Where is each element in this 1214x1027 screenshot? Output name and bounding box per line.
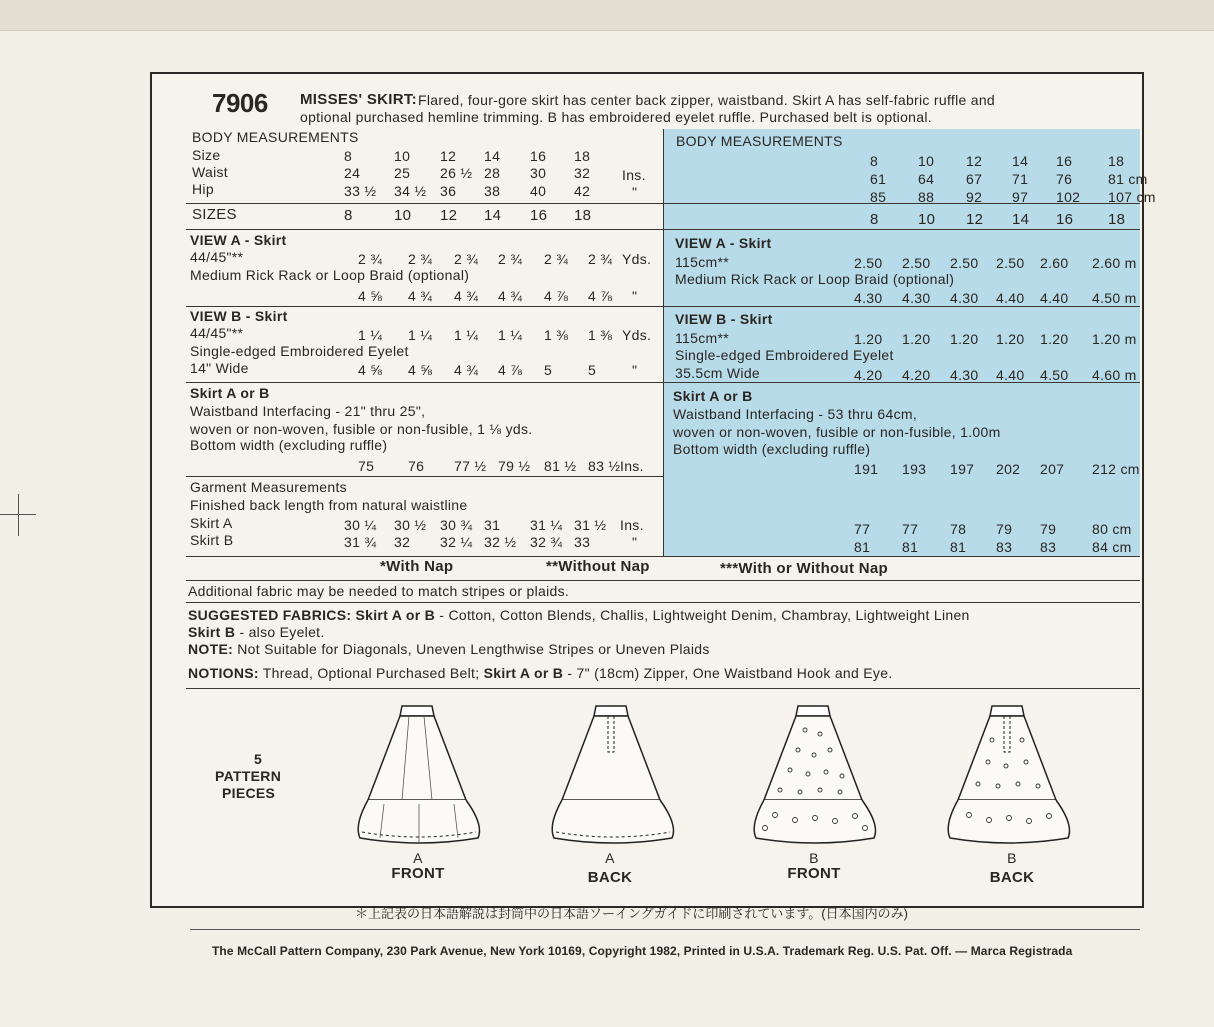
metric-hip-value: 85	[870, 189, 887, 205]
skirt-a-length: 31 ¼	[530, 517, 563, 533]
hip-unit: "	[632, 184, 638, 200]
divider	[186, 688, 1140, 689]
pattern-number: 7906	[212, 88, 268, 118]
sizes-value: 16	[530, 207, 548, 224]
metric-skirt-a-length: 78	[950, 521, 967, 537]
metric-skirt-a-length: 79	[1040, 521, 1057, 537]
view-b-eyelet-value: 4 ⅞	[498, 362, 523, 378]
ab-bottom-value: 83 ½	[588, 458, 621, 474]
notions-label: NOTIONS:	[188, 665, 259, 681]
fabrics-b-list: - also Eyelet.	[239, 624, 325, 640]
metric-waist-value: 71	[1012, 171, 1029, 187]
skirt-a-length: 31	[484, 517, 501, 533]
view-b-yardage: 1 ¼	[408, 327, 433, 343]
metric-hip-value: 107 cm	[1108, 189, 1156, 205]
ab-bottom-label: Bottom width (excluding ruffle)	[190, 437, 388, 453]
size-value: 8	[344, 148, 353, 164]
ab-bottom-value: 79 ½	[498, 458, 531, 474]
view-letter: B	[809, 850, 819, 866]
fabrics-ab-list: - Cotton, Cotton Blends, Challis, Lightweight Denim, Chambray, Lightweight Linen	[439, 607, 970, 623]
skirt-a-length: 31 ½	[574, 517, 607, 533]
view-a-yardage: 2 ¾	[498, 251, 523, 267]
view-b-eyelet-value: 5	[544, 362, 553, 378]
metric-view-b-meters: 1.20 m	[1092, 331, 1137, 347]
metric-size-value: 14	[1012, 153, 1029, 169]
footer-rule	[190, 929, 1140, 930]
metric-ab-bottom: 193	[902, 461, 927, 477]
waist-value: 25	[394, 165, 411, 181]
metric-ab-heading: Skirt A or B	[673, 388, 753, 404]
metric-view-b-fabric: 115cm**	[675, 330, 729, 346]
waist-label: Waist	[192, 164, 228, 180]
hip-value: 40	[530, 183, 547, 199]
garment-heading: Garment Measurements	[190, 479, 347, 495]
metric-size-value: 8	[870, 153, 879, 169]
pattern-pieces-count: 5	[253, 751, 263, 767]
metric-skirt-a-length: 77	[902, 521, 919, 537]
metric-view-b-heading: VIEW B - Skirt	[675, 311, 773, 327]
metric-waist-value: 81 cm	[1108, 171, 1148, 187]
metric-skirt-b-length: 81	[902, 539, 919, 555]
metric-view-b-eyelet-width: 35.5cm Wide	[675, 365, 760, 381]
skirt-a-back-illustration	[548, 700, 678, 850]
metric-view-a-meters: 2.50	[996, 255, 1025, 271]
fabrics-ab-label: Skirt A or B	[355, 607, 436, 623]
metric-skirt-a-length: 80 cm	[1092, 521, 1132, 537]
notions-text: Thread, Optional Purchased Belt;	[262, 665, 480, 681]
metric-ab-bottom: 212 cm	[1092, 461, 1140, 477]
hip-value: 36	[440, 183, 457, 199]
sizes-value: 14	[484, 207, 502, 224]
view-a-trim-value: 4 ¾	[454, 288, 479, 304]
metric-sizes-value: 14	[1012, 211, 1030, 228]
metric-hip-value: 88	[918, 189, 935, 205]
skirt-a-label: Skirt A	[190, 515, 233, 531]
metric-waist-value: 67	[966, 171, 983, 187]
envelope-flap-fold	[0, 0, 1214, 31]
metric-skirt-b-length: 81	[950, 539, 967, 555]
view-a-yardage: 2 ¾	[358, 251, 383, 267]
pattern-pieces-label: PATTERN	[215, 768, 282, 784]
skirt-b-length: 33	[574, 534, 591, 550]
note-text: Not Suitable for Diagonals, Uneven Lengthwise Stripes or Uneven Plaids	[237, 641, 710, 657]
metric-view-a-trim: 4.30	[854, 290, 883, 306]
metric-view-b-meters: 1.20	[854, 331, 883, 347]
skirt-b-back-illustration	[944, 700, 1074, 850]
metric-sizes-value: 12	[966, 211, 984, 228]
metric-skirt-b-length: 81	[854, 539, 871, 555]
metric-sizes-value: 8	[870, 211, 879, 228]
view-a-yardage: 2 ¾	[454, 251, 479, 267]
view-letter: A	[413, 850, 423, 866]
divider	[186, 602, 1140, 603]
metric-body-heading: BODY MEASUREMENTS	[676, 133, 843, 149]
ab-heading: Skirt A or B	[190, 385, 270, 401]
skirt-b-length: 32 ¼	[440, 534, 473, 550]
view-b-yardage: 1 ¼	[498, 327, 523, 343]
view-b-fabric-width: 44/45"**	[190, 325, 244, 341]
waist-value: 28	[484, 165, 501, 181]
metric-sizes-value: 18	[1108, 211, 1126, 228]
metric-skirt-a-length: 77	[854, 521, 871, 537]
waist-value: 32	[574, 165, 591, 181]
view-b-unit: Yds.	[622, 327, 652, 343]
view-b-eyelet-width: 14" Wide	[190, 360, 249, 376]
ab-interfacing: Waistband Interfacing - 21" thru 25",	[190, 403, 426, 419]
size-label: Size	[192, 147, 221, 163]
note-label: NOTE:	[188, 641, 234, 657]
hip-value: 42	[574, 183, 591, 199]
notions-ab-text: - 7" (18cm) Zipper, One Waistband Hook and Eye.	[567, 665, 893, 681]
skirt-a-unit: Ins.	[620, 517, 644, 533]
metric-view-b-eyelet-label: Single-edged Embroidered Eyelet	[675, 347, 894, 363]
metric-view-b-eyelet: 4.20	[902, 367, 931, 383]
metric-view-a-trim: 4.50 m	[1092, 290, 1137, 306]
metric-view-b-eyelet: 4.50	[1040, 367, 1069, 383]
skirt-b-length: 31 ¾	[344, 534, 377, 550]
pattern-title: MISSES' SKIRT:	[300, 91, 417, 108]
additional-fabric-note: Additional fabric may be needed to match stripes or plaids.	[188, 583, 570, 599]
size-value: 16	[530, 148, 547, 164]
skirt-b-length: 32 ½	[484, 534, 517, 550]
metric-waist-value: 76	[1056, 171, 1073, 187]
view-a-yardage: 2 ¾	[408, 251, 433, 267]
divider	[186, 476, 664, 477]
view-b-eyelet-value: 4 ⅝	[358, 362, 383, 378]
skirt-a-front-illustration	[354, 700, 484, 850]
metric-view-a-meters: 2.60	[1040, 255, 1069, 271]
metric-view-a-trim-label: Medium Rick Rack or Loop Braid (optional)	[675, 271, 955, 287]
metric-size-value: 10	[918, 153, 935, 169]
view-a-unit: Yds.	[622, 251, 652, 267]
metric-skirt-b-length: 83	[1040, 539, 1057, 555]
metric-view-b-meters: 1.20	[950, 331, 979, 347]
metric-ab-interfacing: Waistband Interfacing - 53 thru 64cm,	[673, 406, 918, 422]
ab-bottom-value: 81 ½	[544, 458, 577, 474]
metric-skirt-b-length: 83	[996, 539, 1013, 555]
waist-value: 26 ½	[440, 165, 473, 181]
body-measurements-heading: BODY MEASUREMENTS	[192, 129, 359, 145]
skirt-b-length: 32 ¾	[530, 534, 563, 550]
nap-without: **Without Nap	[546, 558, 650, 575]
divider	[186, 556, 1140, 557]
fabrics-b-label: Skirt B	[188, 624, 236, 640]
hip-value: 38	[484, 183, 501, 199]
view-b-eyelet-label: Single-edged Embroidered Eyelet	[190, 343, 409, 359]
metric-view-a-trim: 4.40	[996, 290, 1025, 306]
metric-view-b-meters: 1.20	[902, 331, 931, 347]
size-value: 12	[440, 148, 457, 164]
nap-either: ***With or Without Nap	[720, 560, 888, 577]
metric-size-value: 12	[966, 153, 983, 169]
view-a-heading: VIEW A - Skirt	[190, 232, 287, 248]
suggested-fabrics-label: SUGGESTED FABRICS:	[188, 607, 352, 623]
view-a-trim-value: 4 ⅞	[544, 288, 569, 304]
metric-view-a-meters: 2.50	[950, 255, 979, 271]
metric-view-a-trim: 4.40	[1040, 290, 1069, 306]
metric-view-b-eyelet: 4.60 m	[1092, 367, 1137, 383]
metric-waist-value: 61	[870, 171, 887, 187]
skirt-a-length: 30 ½	[394, 517, 427, 533]
metric-hip-value: 102	[1056, 189, 1081, 205]
metric-view-b-meters: 1.20	[996, 331, 1025, 347]
view-b-yardage: 1 ⅜	[588, 327, 613, 343]
ab-bottom-unit: Ins.	[620, 458, 644, 474]
view-b-yardage: 1 ⅜	[544, 327, 569, 343]
metric-size-value: 18	[1108, 153, 1125, 169]
ab-bottom-value: 75	[358, 458, 375, 474]
pattern-pieces-label: PIECES	[222, 785, 276, 801]
garment-subheading: Finished back length from natural waistline	[190, 497, 468, 513]
metric-view-a-meters: 2.50	[902, 255, 931, 271]
size-value: 18	[574, 148, 591, 164]
sizes-label: SIZES	[192, 206, 237, 223]
view-a-yardage: 2 ¾	[588, 251, 613, 267]
view-a-trim-value: 4 ⅞	[588, 288, 613, 304]
metric-view-a-fabric: 115cm**	[675, 254, 729, 270]
view-b-eyelet-value: 4 ⅝	[408, 362, 433, 378]
metric-ab-bottom: 207	[1040, 461, 1065, 477]
metric-ab-woven: woven or non-woven, fusible or non-fusible, 1.00m	[673, 424, 1001, 440]
view-b-eyelet-unit: "	[632, 362, 638, 378]
view-a-fabric-width: 44/45"**	[190, 249, 244, 265]
sizes-value: 8	[344, 207, 353, 224]
hip-value: 34 ½	[394, 183, 427, 199]
nap-with: *With Nap	[380, 558, 454, 575]
view-side-label: BACK	[989, 869, 1035, 886]
metric-view-a-heading: VIEW A - Skirt	[675, 235, 772, 251]
view-side-label: BACK	[587, 869, 633, 886]
divider	[186, 580, 1140, 581]
skirt-b-unit: "	[632, 534, 638, 550]
company-credit: The McCall Pattern Company, 230 Park Avenue, New York 10169, Copyright 1982, Printed in U.S.A. Trademark Reg. U.S. Pat. Off. — Marca Registrada	[212, 944, 1073, 958]
metric-view-b-eyelet: 4.20	[854, 367, 883, 383]
skirt-b-label: Skirt B	[190, 532, 234, 548]
metric-sizes-value: 10	[918, 211, 936, 228]
view-a-trim-value: 4 ¾	[498, 288, 523, 304]
metric-ab-bottom-label: Bottom width (excluding ruffle)	[673, 441, 871, 457]
view-b-yardage: 1 ¼	[454, 327, 479, 343]
skirt-b-length: 32	[394, 534, 411, 550]
metric-view-b-eyelet: 4.30	[950, 367, 979, 383]
sizes-value: 10	[394, 207, 412, 224]
metric-view-b-eyelet: 4.40	[996, 367, 1025, 383]
view-b-eyelet-value: 5	[588, 362, 597, 378]
description-line: optional purchased hemline trimming. B has embroidered eyelet ruffle. Purchased belt is optional.	[300, 109, 932, 125]
metric-view-a-trim: 4.30	[902, 290, 931, 306]
metric-skirt-b-length: 84 cm	[1092, 539, 1132, 555]
metric-ab-bottom: 197	[950, 461, 975, 477]
metric-hip-value: 92	[966, 189, 983, 205]
ab-bottom-value: 76	[408, 458, 425, 474]
description-line: Flared, four-gore skirt has center back zipper, waistband. Skirt A has self-fabric ruffle and	[418, 92, 996, 108]
metric-hip-value: 97	[1012, 189, 1029, 205]
view-side-label: FRONT	[391, 865, 445, 882]
metric-size-value: 16	[1056, 153, 1073, 169]
metric-view-b-meters: 1.20	[1040, 331, 1069, 347]
metric-view-a-meters: 2.60 m	[1092, 255, 1137, 271]
ab-bottom-value: 77 ½	[454, 458, 487, 474]
japanese-note: ＊上記表の日本語解説は封筒中の日本語ソーイングガイドに印刷されています。(日本国内のみ)	[355, 906, 908, 921]
view-letter: A	[605, 850, 615, 866]
hip-label: Hip	[192, 181, 214, 197]
view-letter: B	[1007, 850, 1017, 866]
view-a-yardage: 2 ¾	[544, 251, 569, 267]
view-a-trim-value: 4 ¾	[408, 288, 433, 304]
metric-waist-value: 64	[918, 171, 935, 187]
view-a-trim-label: Medium Rick Rack or Loop Braid (optional)	[190, 267, 470, 283]
metric-ab-bottom: 191	[854, 461, 879, 477]
view-b-eyelet-value: 4 ¾	[454, 362, 479, 378]
waist-value: 24	[344, 165, 361, 181]
column-divider	[663, 129, 664, 556]
notions-ab-label: Skirt A or B	[483, 665, 564, 681]
metric-ab-bottom: 202	[996, 461, 1021, 477]
view-b-heading: VIEW B - Skirt	[190, 308, 288, 324]
sizes-value: 18	[574, 207, 592, 224]
view-side-label: FRONT	[787, 865, 841, 882]
view-a-trim-value: 4 ⅝	[358, 288, 383, 304]
hip-value: 33 ½	[344, 183, 377, 199]
metric-sizes-value: 16	[1056, 211, 1074, 228]
view-b-yardage: 1 ¼	[358, 327, 383, 343]
metric-view-a-trim: 4.30	[950, 290, 979, 306]
crop-mark	[18, 494, 19, 536]
waist-value: 30	[530, 165, 547, 181]
ab-woven: woven or non-woven, fusible or non-fusible, 1 ⅛ yds.	[190, 421, 533, 437]
skirt-a-length: 30 ¼	[344, 517, 377, 533]
sizes-value: 12	[440, 207, 458, 224]
view-a-trim-unit: "	[632, 288, 638, 304]
skirt-a-length: 30 ¾	[440, 517, 473, 533]
metric-view-a-meters: 2.50	[854, 255, 883, 271]
size-value: 14	[484, 148, 501, 164]
waist-unit: Ins.	[622, 167, 646, 183]
metric-skirt-a-length: 79	[996, 521, 1013, 537]
size-value: 10	[394, 148, 411, 164]
skirt-b-front-illustration	[750, 700, 880, 850]
